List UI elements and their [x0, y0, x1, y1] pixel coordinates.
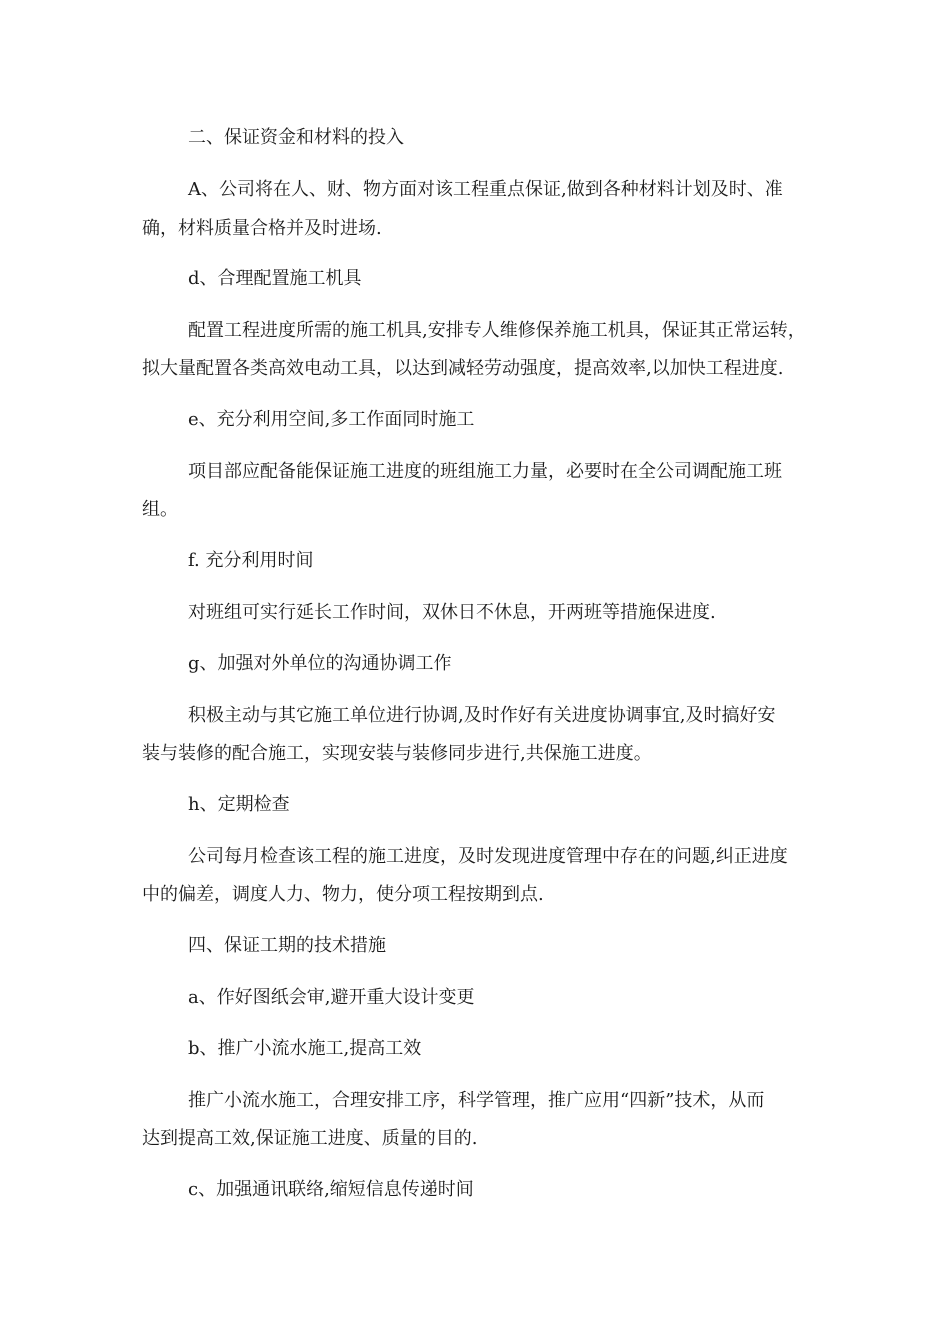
paragraph-line: 组。 [142, 499, 178, 520]
paragraph-line: 装与装修的配合施工，实现安装与装修同步进行,共保施工进度。 [142, 743, 652, 764]
paragraph-line: 达到提高工效,保证施工进度、质量的目的. [142, 1128, 478, 1149]
paragraph-line: 确，材料质量合格并及时进场. [142, 218, 382, 239]
subheading-drawing-review: a、作好图纸会审,避开重大设计变更 [188, 987, 475, 1008]
paragraph-line: 推广小流水施工，合理安排工序，科学管理，推广应用“四新”技术，从而 [188, 1090, 765, 1111]
section-heading-funds-materials: 二、保证资金和材料的投入 [188, 127, 404, 148]
subheading-flow-construction: b、推广小流水施工,提高工效 [188, 1038, 422, 1059]
paragraph-line: A、公司将在人、财、物方面对该工程重点保证,做到各种材料计划及时、准 [188, 179, 783, 200]
section-heading-technical-measures: 四、保证工期的技术措施 [188, 935, 386, 956]
paragraph-line: 积极主动与其它施工单位进行协调,及时作好有关进度协调事宜,及时搞好安 [188, 705, 776, 726]
subheading-time: f. 充分利用时间 [188, 550, 314, 571]
subheading-inspection: h、定期检查 [188, 794, 290, 815]
subheading-machinery: d、合理配置施工机具 [188, 268, 362, 289]
subheading-coordination: g、加强对外单位的沟通协调工作 [188, 653, 452, 674]
subheading-space: e、充分利用空间,多工作面同时施工 [188, 409, 475, 430]
subheading-communication: c、加强通讯联络,缩短信息传递时间 [188, 1179, 474, 1200]
paragraph-line: 配置工程进度所需的施工机具,安排专人维修保养施工机具，保证其正常运转， [188, 320, 806, 341]
paragraph-line: 对班组可实行延长工作时间，双休日不休息，开两班等措施保进度. [188, 602, 716, 623]
paragraph-line: 拟大量配置各类高效电动工具，以达到减轻劳动强度，提高效率,以加快工程进度. [142, 358, 784, 379]
paragraph-line: 中的偏差，调度人力、物力，使分项工程按期到点. [142, 884, 544, 905]
paragraph-line: 公司每月检查该工程的施工进度，及时发现进度管理中存在的问题,纠正进度 [188, 846, 788, 867]
paragraph-line: 项目部应配备能保证施工进度的班组施工力量，必要时在全公司调配施工班 [188, 461, 782, 482]
